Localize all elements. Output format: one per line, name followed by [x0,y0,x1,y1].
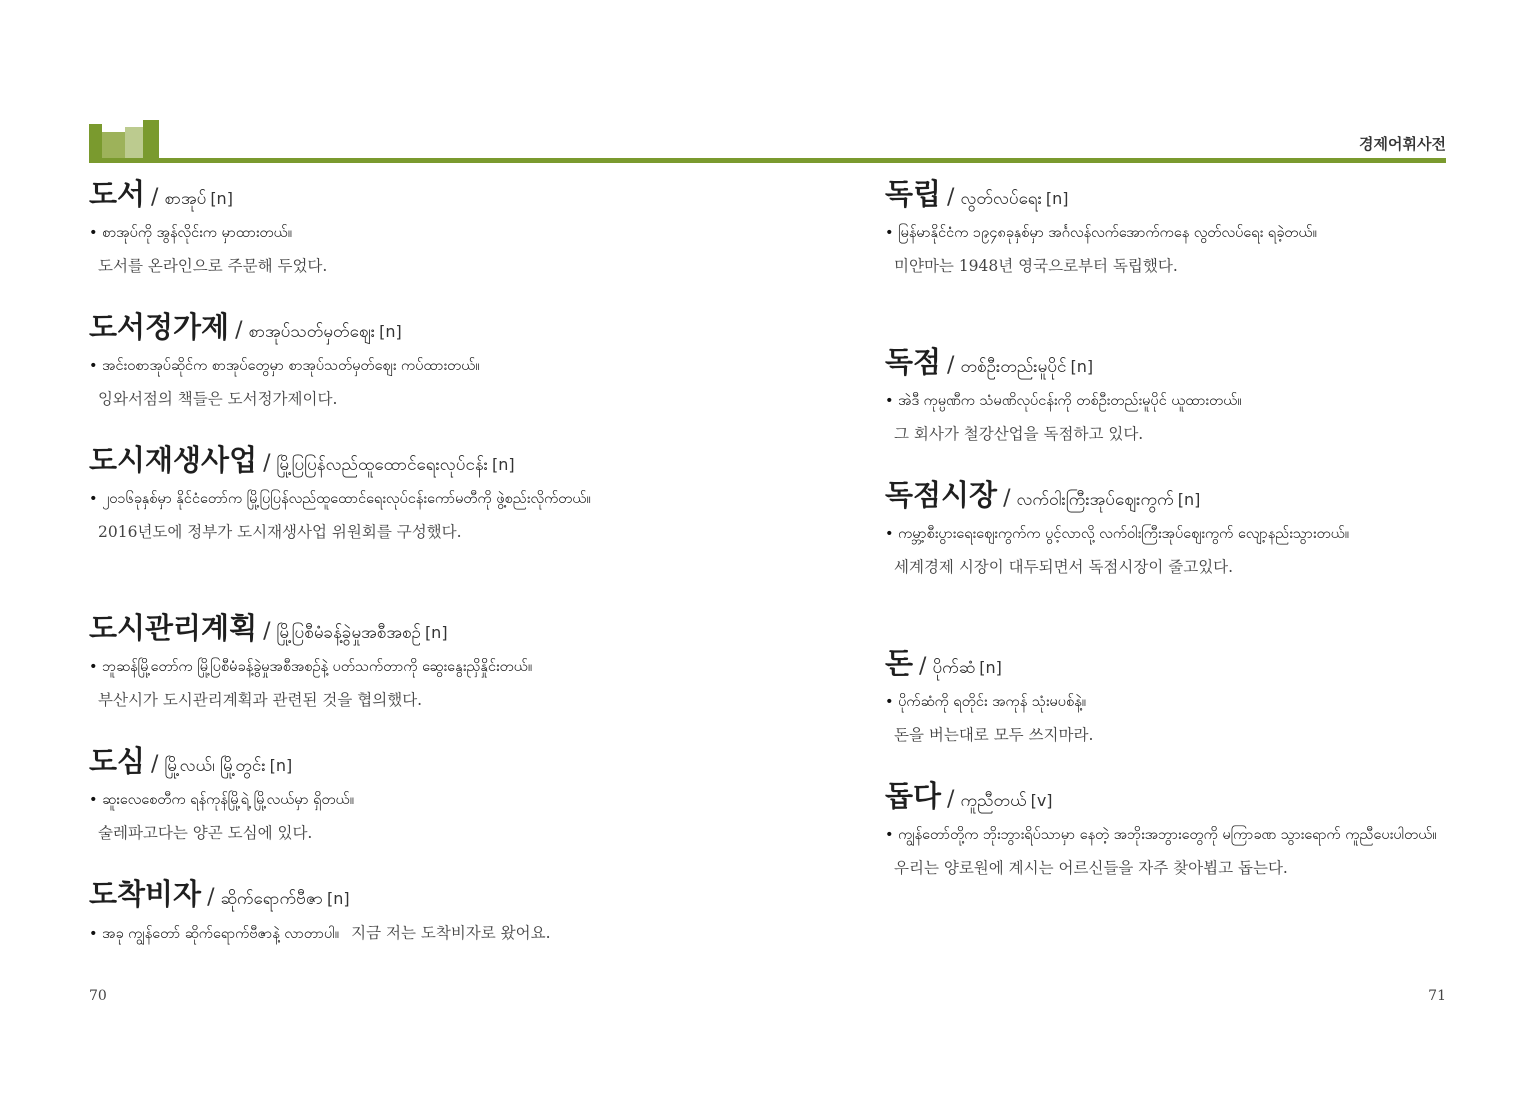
entry-term: 독립 [885,177,942,211]
entry-translation: ဆိုက်ရောက်ဗီဇာ [220,889,323,909]
header-bar [125,127,143,160]
entry-headline [89,872,729,916]
entry-term: 돕다 [885,779,942,813]
separator: / [1003,486,1011,511]
separator: / [151,752,159,777]
part-of-speech: [n] [379,322,402,341]
separator: / [947,185,955,210]
entry-translation: စာအုပ် [164,189,207,209]
example-line [89,916,729,952]
example-burmese: • မြန်မာနိုင်ငံက ၁၉၄၈ခုနှစ်မှာ အင်္ဂလန်လက်အောက်ကနေ လွတ်လပ်ရေး ရခဲ့တယ်။ [885,225,1317,241]
entry-headline [89,739,729,783]
part-of-speech: [n] [424,623,448,642]
entry [89,606,729,739]
entry [885,641,1445,774]
separator: / [947,787,955,812]
example-burmese: • အင်းဝစာအုပ်ဆိုင်က စာအုပ်တွေမှာ စာအုပ်သတ်မှတ်ဈေး ကပ်ထားတယ်။ [89,358,480,374]
page-number-left: 70 [89,988,107,1004]
entry-translation: မြို့ပြစီမံခန့်ခွဲမှုအစီအစဉ် [276,623,421,643]
example-burmese: • အဲဒီ ကုမ္ပဏီက သံမဏိလုပ်ငန်းကို တစ်ဦးတည်းမူပိုင် ယူထားတယ်။ [885,393,1242,409]
example-korean: 지금 저는 도착비자로 왔어요. [351,924,551,942]
entry [89,872,729,952]
entry-headline [885,774,1445,818]
separator: / [151,185,159,210]
example-burmese: • ကျွန်တော်တို့က ဘိုးဘွားရိပ်သာမှာ နေတဲ့ အဘိုးအဘွားတွေကို မကြာခဏ သွားရောက် ကူညီပေးပါတယ်။ [885,827,1437,843]
part-of-speech: [n] [326,889,350,908]
example-korean: 부산시가 도시관리계획과 관련된 것을 협의했다. [98,691,423,709]
part-of-speech: [n] [269,756,293,775]
entry [89,739,729,872]
part-of-speech: [n] [1177,490,1201,509]
entry [89,305,729,438]
entry-translation: လွတ်လပ်ရေး [960,189,1042,209]
entry-headline [89,606,729,650]
entry-translation: မြို့ပြပြန်လည်ထူထောင်ရေးလုပ်ငန်း [276,455,488,475]
part-of-speech: [v] [1030,791,1053,810]
entry [885,473,1445,641]
entry-term: 돈 [885,646,914,680]
example-burmese: • ဘူဆန်မြို့တော်က မြို့ပြစီမံခန့်ခွဲမှုအစီအစဉ်နဲ့ ပတ်သက်တာကို ဆွေးနွေးညှိနှိုင်းတယ်။ [89,659,533,675]
entry-term: 도서 [89,177,146,211]
entry-translation: ပိုက်ဆံ [932,658,976,678]
part-of-speech: [n] [1045,189,1069,208]
separator: / [207,885,215,910]
entry [89,438,729,606]
entry-headline [885,172,1445,216]
entry-headline [89,438,729,482]
example-korean: 도서를 온라인으로 주문해 두었다. [98,257,328,275]
entry-translation: မြို့လယ်၊ မြို့တွင်း [164,756,266,776]
header-bar [102,132,125,160]
separator: / [263,451,271,476]
entry [89,172,729,305]
example-korean: 미얀마는 1948년 영국으로부터 독립했다. [894,257,1178,275]
example-korean: 2016년도에 정부가 도시재생사업 위원회를 구성했다. [98,523,462,541]
page-number-right: 71 [1428,988,1446,1004]
example-burmese: • ကမ္ဘာ့စီးပွားရေးဈေးကွက်က ပွင့်လာလို့ လက်ဝါးကြီးအုပ်ဈေးကွက် လျော့နည်းသွားတယ်။ [885,526,1350,542]
example-burmese: • ၂၀၁၆ခုနှစ်မှာ နိုင်ငံတော်က မြို့ပြပြန်လည်ထူထောင်ရေးလုပ်ငန်းကော်မတီကို ဖွဲ့စည်းလိုက်တယ်။ [89,491,591,507]
separator: / [263,619,271,644]
entry-translation: ကူညီတယ် [960,791,1027,811]
example-korean: 잉와서점의 책들은 도서정가제이다. [98,390,338,408]
entry-headline [885,340,1445,384]
example-burmese: • အခု ကျွန်တော် ဆိုက်ရောက်ဗီဇာနဲ့ လာတာပါ။ [89,926,340,942]
entry-term: 도착비자 [89,877,202,911]
entry-translation: စာအုပ်သတ်မှတ်ဈေး [248,322,376,342]
header-rule [89,158,1446,163]
entry-term: 도심 [89,744,146,778]
part-of-speech: [n] [979,658,1002,677]
entry-translation: တစ်ဦးတည်းမူပိုင် [960,357,1067,377]
entry-headline [885,641,1445,685]
entry-term: 도시재생사업 [89,443,258,477]
example-korean: 돈을 버는대로 모두 쓰지마라. [894,726,1094,744]
entry-term: 독점 [885,345,942,379]
header-bar [89,124,102,160]
example-burmese: • ဆူးလေစေတီက ရန်ကုန်မြို့ရဲ့ မြို့လယ်မှာ ရှိတယ်။ [89,792,355,808]
example-korean: 우리는 양로원에 계시는 어르신들을 자주 찾아뵙고 돕는다. [894,859,1288,877]
part-of-speech: [n] [492,455,515,474]
entry-term: 도서정가제 [89,310,230,344]
example-korean: 술레파고다는 양곤 도심에 있다. [98,824,313,842]
part-of-speech: [n] [210,189,233,208]
example-burmese: • စာအုပ်ကို အွန်လိုင်းက မှာထားတယ်။ [89,225,293,241]
entry-term: 도시관리계획 [89,611,258,645]
entry-headline [89,172,729,216]
example-korean: 그 회사가 철강산업을 독점하고 있다. [894,425,1144,443]
header-decoration [89,118,161,160]
book-title: 경제어휘사전 [1359,135,1446,153]
separator: / [235,318,243,343]
entry-headline [885,473,1445,517]
entry [885,340,1445,473]
header-bar [143,120,159,160]
entry [885,172,1445,340]
example-korean: 세계경제 시장이 대두되면서 독점시장이 줄고있다. [894,558,1234,576]
separator: / [947,353,955,378]
entry [885,774,1445,883]
entry-headline [89,305,729,349]
part-of-speech: [n] [1070,357,1094,376]
entry-term: 독점시장 [885,478,998,512]
example-burmese: • ပိုက်ဆံကို ရတိုင်း အကုန် သုံးမပစ်နဲ့။ [885,694,1087,710]
separator: / [919,654,927,679]
entry-translation: လက်ဝါးကြီးအုပ်ဈေးကွက် [1016,490,1174,510]
right-column [885,172,1445,883]
left-column [89,172,729,952]
